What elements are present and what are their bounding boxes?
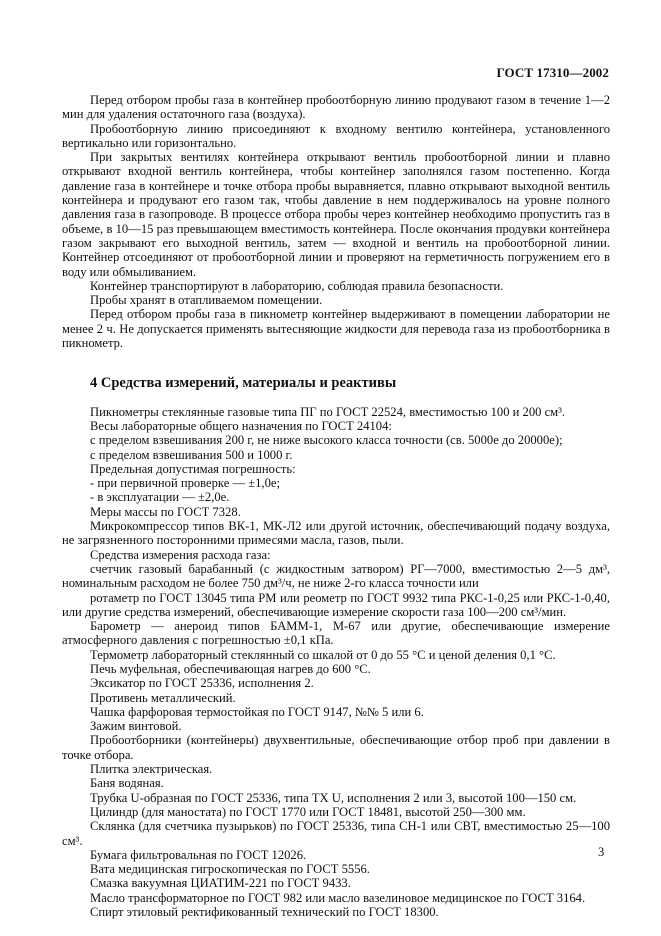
document-body	[62, 93, 610, 919]
list-item: Меры массы по ГОСТ 7328.	[90, 504, 241, 519]
list-item: Предельная допустимая погрешность:	[90, 461, 296, 476]
list-item: с пределом взвешивания 200 г, не ниже высокого класса точности (св. 5000e до 20000e);	[90, 433, 563, 448]
list-item: Эксикатор по ГОСТ 25336, исполнения 2.	[90, 676, 314, 691]
list-item: Чашка фарфоровая термостойкая по ГОСТ 9147, №№ 5 или 6.	[90, 704, 424, 719]
list-item: Смазка вакуумная ЦИАТИМ-221 по ГОСТ 9433.	[90, 876, 351, 891]
paragraph: При закрытых вентилях контейнера открывают вентиль пробоотборной линии и плавно открывают входной вентиль контейнера, чтобы контейнер заполнялся газом постепенно. Когда давление газа в контейнере и точке отбора пробы выравняется, плавно открывают выходной вентиль контейнера и продувают его газом так, чтобы давление в нем поддерживалось на уровне полного давления газа в газопроводе. В процессе отбора пробы через контейнер необходимо пропустить газ в объеме, в 10—15 раз превышающем вместимость контейнера. После окончания продувки контейнера газом закрывают его выходной вентиль, затем — входной и вентиль на пробоотборной линии. Контейнер отсоединяют от пробоотборной линии и проверяют на герметичность погружением его в воду или обмыливанием.	[62, 150, 610, 279]
page-number: 3	[598, 845, 605, 859]
list-item: Средства измерения расхода газа:	[90, 547, 271, 562]
list-item: Вата медицинская гигроскопическая по ГОСТ 5556.	[90, 862, 370, 877]
list-item: Масло трансформаторное по ГОСТ 982 или масло вазелиновое медицинское по ГОСТ 3164.	[90, 890, 586, 905]
list-item: Спирт этиловый ректификованный технический по ГОСТ 18300.	[90, 905, 439, 920]
paragraph: Контейнер транспортируют в лабораторию, соблюдая правила безопасности.	[90, 278, 504, 293]
list-item: Микрокомпрессор типов ВК-1, МК-Л2 или другой источник, обеспечивающий подачу воздуха, не загрязненного посторонними примесями масла, газов, пыли.	[62, 519, 610, 548]
list-item: с пределом взвешивания 500 и 1000 г.	[90, 447, 293, 462]
list-item: Зажим винтовой.	[90, 719, 182, 734]
paragraph: Перед отбором пробы газа в пикнометр контейнер выдерживают в помещении лаборатории не менее 2 ч. Не допускается применять вытесняющие жидкости для перевода газа из пробоотборника в пикнометр.	[62, 307, 610, 351]
list-item: Бумага фильтровальная по ГОСТ 12026.	[90, 847, 307, 862]
list-item: Трубка U-образная по ГОСТ 25336, типа ТХ U, исполнения 2 или 3, высотой 100—150 см.	[90, 790, 577, 805]
document-header: ГОСТ 17310—2002	[496, 65, 609, 80]
list-item: Весы лабораторные общего назначения по ГОСТ 24104:	[90, 418, 392, 433]
list-item: Печь муфельная, обеспечивающая нагрев до 600 °С.	[90, 661, 371, 676]
list-item: Противень металлический.	[90, 690, 236, 705]
list-item: Баня водяная.	[90, 776, 164, 791]
list-item: Пикнометры стеклянные газовые типа ПГ по ГОСТ 22524, вместимостью 100 и 200 см³.	[90, 404, 566, 419]
list-item: Цилиндр (для маностата) по ГОСТ 1770 или ГОСТ 18481, высотой 250—300 мм.	[90, 804, 526, 819]
list-item: - в эксплуатации — ±2,0e.	[90, 490, 230, 505]
list-item: ротаметр по ГОСТ 13045 типа РМ или реометр по ГОСТ 9932 типа РКС-1-0,25 или РКС-1-0,40, или другие средства измерений, обеспечивающие измерение скорости газа 100—200 см³/мин.	[62, 590, 610, 619]
paragraph: Перед отбором пробы газа в контейнер пробоотборную линию продувают газом в течение 1—2 мин для удаления остаточного газа (воздуха).	[62, 93, 610, 122]
paragraph: Пробы хранят в отапливаемом помещении.	[90, 293, 323, 308]
section-heading: 4 Средства измерений, материалы и реактивы	[90, 375, 397, 392]
list-item: Пробоотборники (контейнеры) двухвентильные, обеспечивающие отбор проб при давлении в точке отбора.	[62, 733, 610, 762]
list-item: Термометр лабораторный стеклянный со шкалой от 0 до 55 °С и ценой деления 0,1 °С.	[90, 647, 556, 662]
list-item: Склянка (для счетчика пузырьков) по ГОСТ 25336, типа СН-1 или СВТ, вместимостью 25—100 см³.	[62, 819, 610, 848]
list-item: Плитка электрическая.	[90, 762, 213, 777]
list-item: Барометр — анероид типов БАММ-1, М-67 или другие, обеспечивающие измерение атмосферного давления с погрешностью ±0,1 кПа.	[62, 619, 610, 648]
list-item: счетчик газовый барабанный (с жидкостным затвором) РГ—7000, вместимостью 2—5 дм³, номинальным расходом не более 750 дм³/ч, не ниже 2-го класса точности или	[62, 561, 610, 591]
paragraph: Пробоотборную линию присоединяют к входному вентилю контейнера, установленного вертикально или горизонтально.	[62, 121, 610, 150]
list-item: - при первичной проверке — ±1,0e;	[90, 476, 280, 491]
